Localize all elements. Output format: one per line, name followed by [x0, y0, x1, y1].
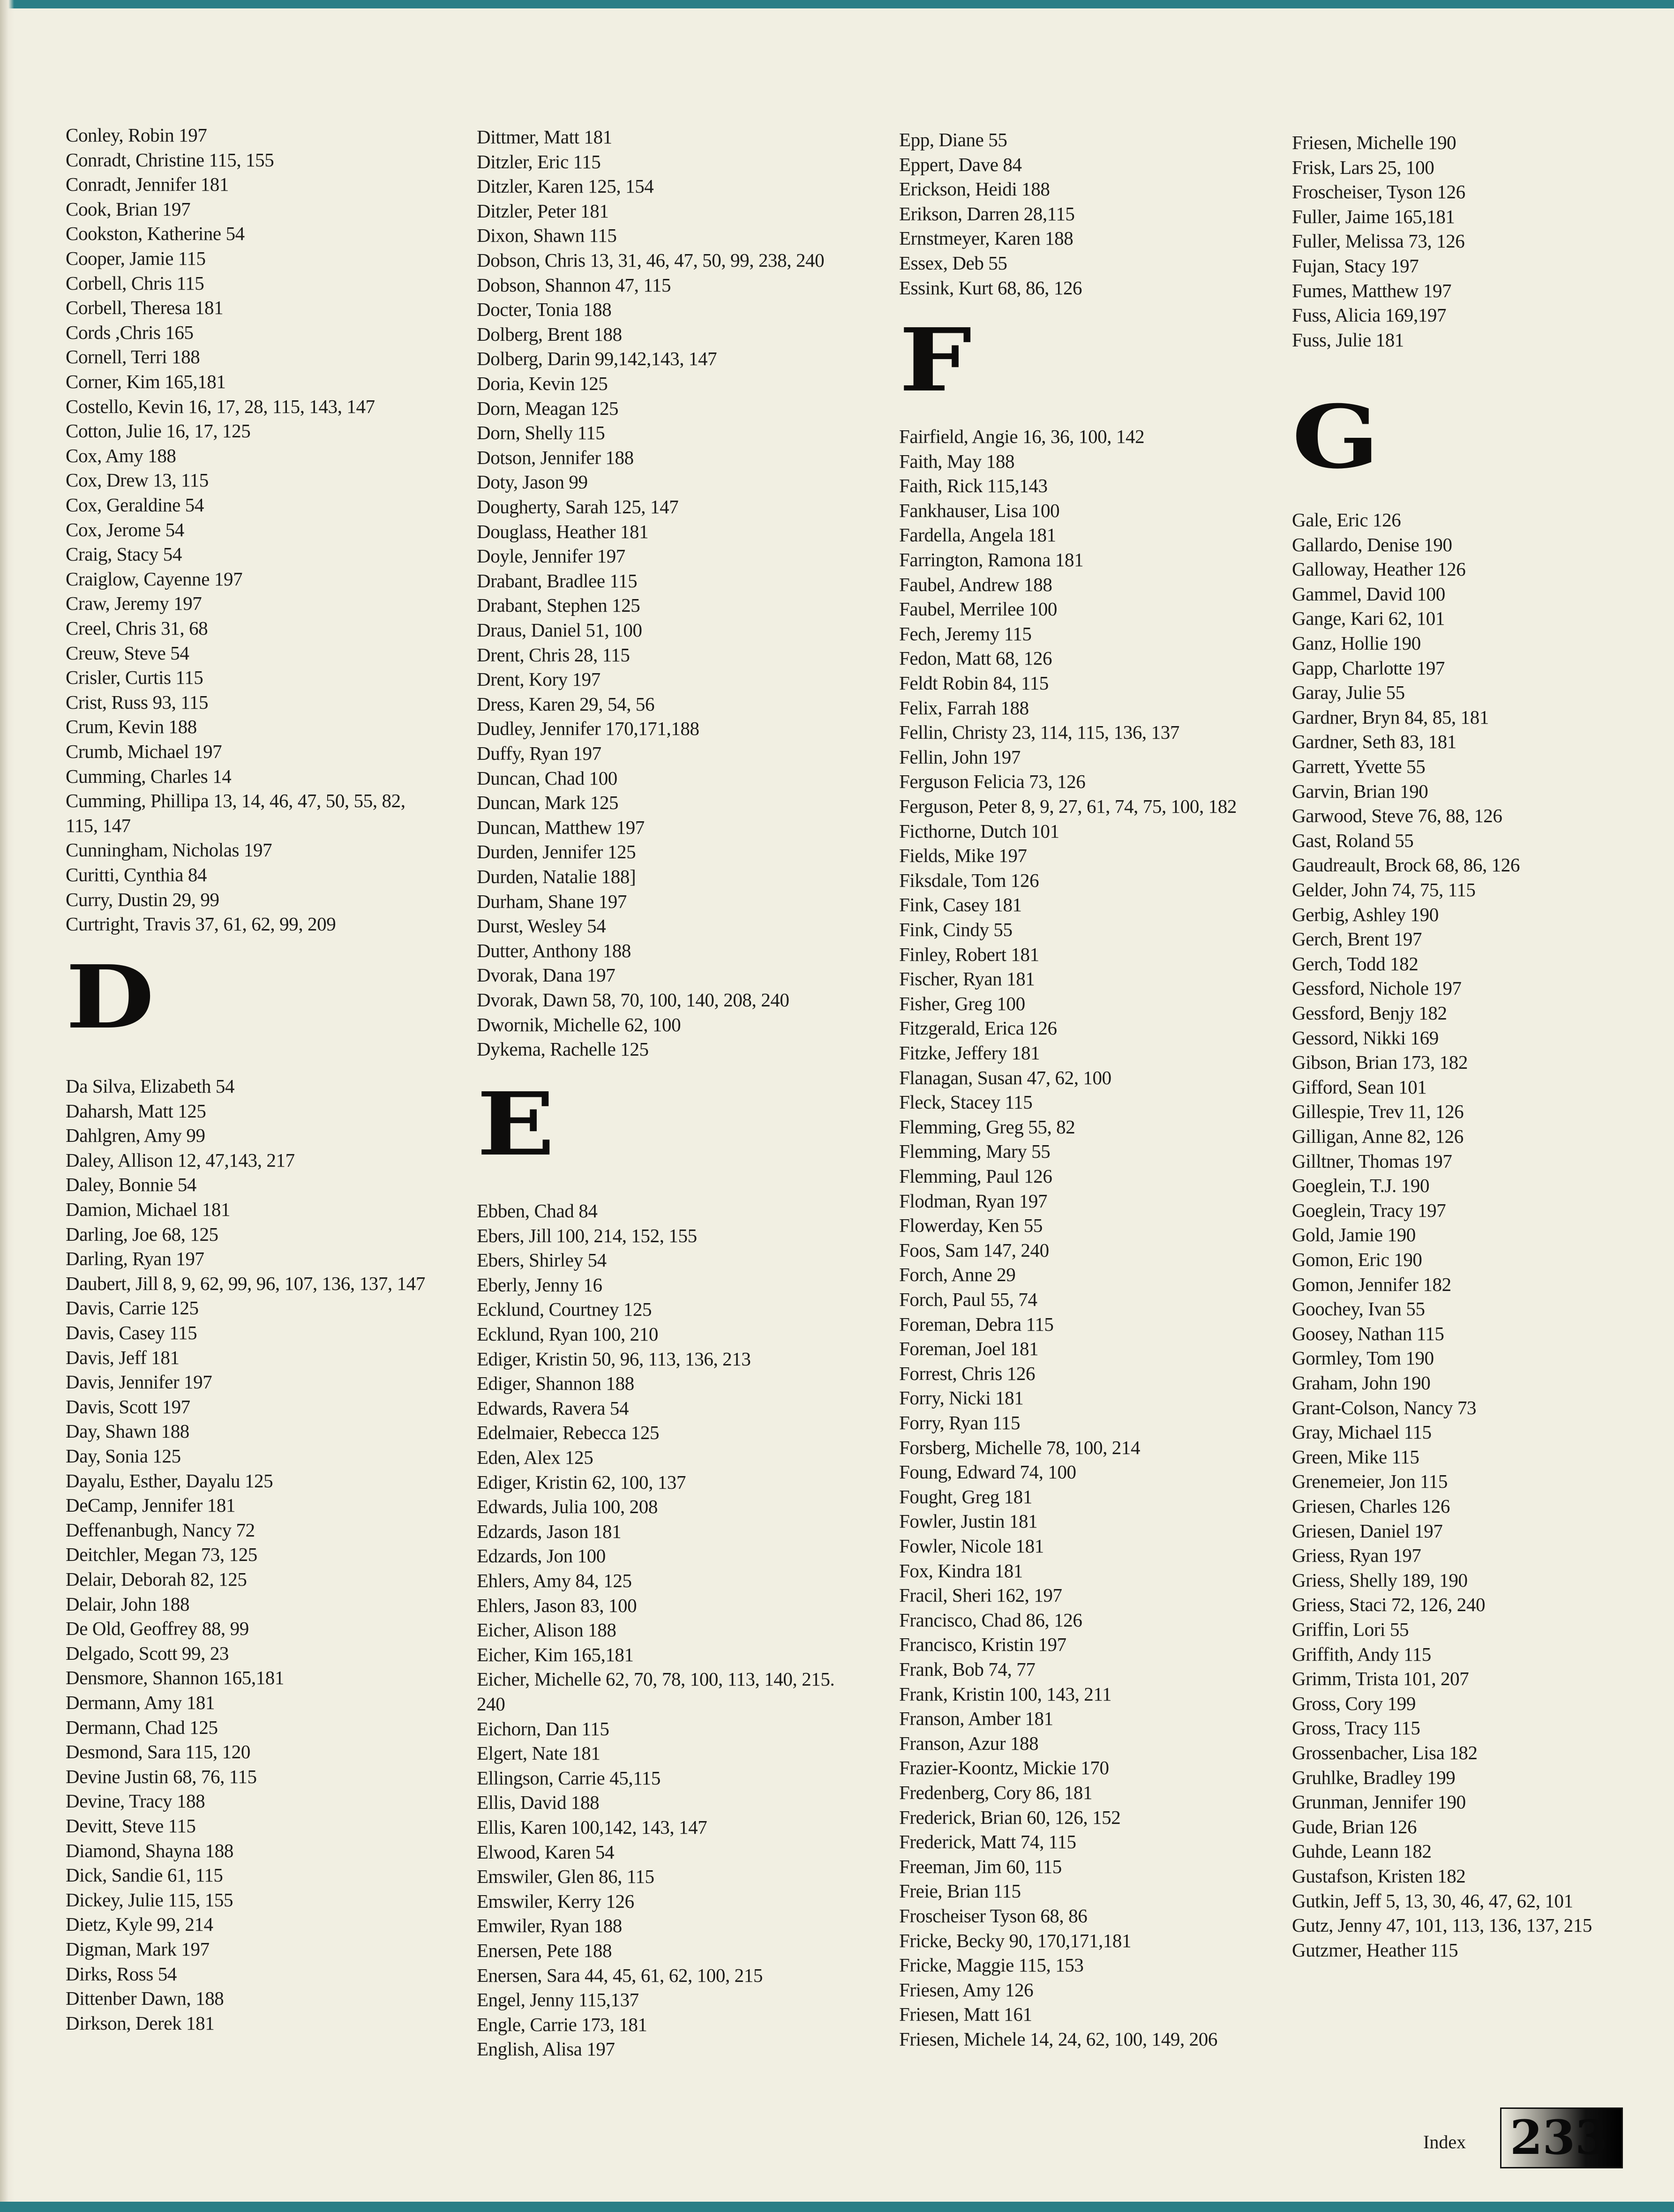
index-entry: Ferguson, Peter 8, 9, 27, 61, 74, 75, 100, 182 — [899, 795, 1237, 817]
index-entry: Flodman, Ryan 197 — [899, 1190, 1048, 1212]
index-entry: Doria, Kevin 125 — [477, 373, 608, 394]
index-entry: Dolberg, Darin 99,142,143, 147 — [477, 348, 717, 370]
index-entry: Ecklund, Ryan 100, 210 — [477, 1323, 658, 1345]
index-entry: Cookston, Katherine 54 — [66, 223, 245, 245]
index-entry: Gerch, Todd 182 — [1292, 952, 1419, 975]
index-entry: Friesen, Michelle 190 — [1292, 132, 1456, 153]
index-entry: Gerch, Brent 197 — [1292, 928, 1422, 950]
index-entry: Gast, Roland 55 — [1292, 829, 1414, 851]
index-entry: Dress, Karen 29, 54, 56 — [477, 693, 655, 715]
index-entry: Fox, Kindra 181 — [899, 1560, 1023, 1582]
index-entry: Flemming, Mary 55 — [899, 1140, 1051, 1162]
index-entry: Fellin, Christy 23, 114, 115, 136, 137 — [899, 721, 1179, 743]
index-entry: Fields, Mike 197 — [899, 845, 1027, 867]
index-entry: Friesen, Amy 126 — [899, 1979, 1034, 2001]
index-entry: Darling, Joe 68, 125 — [66, 1223, 218, 1245]
index-entry: Epp, Diane 55 — [899, 129, 1007, 150]
section-letter-d: D — [66, 946, 155, 1048]
bottom-accent-bar — [0, 2202, 1674, 2212]
index-entry: Dickey, Julie 115, 155 — [66, 1889, 233, 1911]
index-entry: Fedon, Matt 68, 126 — [899, 647, 1052, 669]
index-entry: Digman, Mark 197 — [66, 1938, 210, 1960]
index-entry: Flanagan, Susan 47, 62, 100 — [899, 1066, 1111, 1088]
index-entry: Fitzke, Jeffery 181 — [899, 1042, 1040, 1064]
index-entry: De Old, Geoffrey 88, 99 — [66, 1618, 249, 1640]
index-entry: Draus, Daniel 51, 100 — [477, 619, 642, 641]
index-entry: Cook, Brian 197 — [66, 198, 191, 220]
index-entry: Gallardo, Denise 190 — [1292, 533, 1452, 555]
index-entry: Farrington, Ramona 181 — [899, 549, 1084, 570]
index-entry: Davis, Scott 197 — [66, 1395, 190, 1417]
index-entry: Emswiler, Glen 86, 115 — [477, 1866, 654, 1888]
index-entry: Corbell, Theresa 181 — [66, 297, 224, 319]
index-entry: Edelmaier, Rebecca 125 — [477, 1422, 660, 1444]
index-entry: Foos, Sam 147, 240 — [899, 1239, 1049, 1261]
index-entry: Fischer, Ryan 181 — [899, 968, 1035, 990]
index-entry: Conradt, Christine 115, 155 — [66, 149, 274, 171]
index-entry: Fellin, John 197 — [899, 746, 1021, 768]
index-entry: Gillespie, Trev 11, 126 — [1292, 1101, 1464, 1123]
index-entry: Finley, Robert 181 — [899, 943, 1039, 965]
index-entry: Essex, Deb 55 — [899, 252, 1007, 274]
index-entry: Devine, Tracy 188 — [66, 1790, 205, 1812]
index-entry: Grant-Colson, Nancy 73 — [1292, 1396, 1477, 1418]
index-entry: Cords ,Chris 165 — [66, 321, 194, 343]
index-entry: Frazier-Koontz, Mickie 170 — [899, 1757, 1109, 1779]
index-entry: Davis, Casey 115 — [66, 1322, 197, 1343]
index-entry: Edzards, Jason 181 — [477, 1520, 622, 1542]
index-entry: Devine Justin 68, 76, 115 — [66, 1765, 257, 1787]
index-entry: Gross, Cory 199 — [1292, 1692, 1416, 1714]
index-entry: Goeglein, Tracy 197 — [1292, 1199, 1446, 1221]
index-entry: Gardner, Seth 83, 181 — [1292, 731, 1456, 753]
index-entry: Desmond, Sara 115, 120 — [66, 1741, 250, 1763]
index-entry: Douglass, Heather 181 — [477, 520, 649, 542]
index-entry: Ebers, Shirley 54 — [477, 1249, 607, 1271]
index-entry: Ellis, David 188 — [477, 1792, 600, 1814]
index-entry: Cox, Geraldine 54 — [66, 494, 204, 516]
index-entry: Dirks, Ross 54 — [66, 1963, 177, 1985]
index-entry: Gutz, Jenny 47, 101, 113, 136, 137, 215 — [1292, 1914, 1592, 1936]
index-entry: Dermann, Chad 125 — [66, 1716, 218, 1738]
index-entry: Eicher, Michelle 62, 70, 78, 100, 113, 140, 215. — [477, 1668, 835, 1690]
index-entry: Ebers, Jill 100, 214, 152, 155 — [477, 1224, 697, 1246]
index-entry: Edwards, Ravera 54 — [477, 1397, 629, 1419]
index-entry: Dixon, Shawn 115 — [477, 225, 617, 247]
index-entry: Fumes, Matthew 197 — [1292, 279, 1452, 301]
index-entry: Felix, Farrah 188 — [899, 697, 1029, 719]
index-entry: Graham, John 190 — [1292, 1372, 1431, 1394]
index-entry: Davis, Jeff 181 — [66, 1346, 180, 1368]
index-entry: Ediger, Kristin 62, 100, 137 — [477, 1471, 686, 1493]
index-entry: Feldt Robin 84, 115 — [899, 672, 1049, 694]
page-number: 233 — [1510, 2110, 1608, 2165]
index-entry: Eicher, Kim 165,181 — [477, 1643, 634, 1665]
index-entry: Dayalu, Esther, Dayalu 125 — [66, 1470, 273, 1492]
index-entry: Engel, Jenny 115,137 — [477, 1989, 639, 2011]
index-entry: Forrest, Chris 126 — [899, 1362, 1036, 1384]
index-entry: Essink, Kurt 68, 86, 126 — [899, 277, 1082, 299]
index-entry: Cox, Drew 13, 115 — [66, 469, 209, 491]
index-entry: Gammel, David 100 — [1292, 583, 1445, 605]
index-entry: Durden, Natalie 188] — [477, 866, 636, 887]
index-entry: Freie, Brian 115 — [899, 1880, 1021, 1902]
index-entry: Durham, Shane 197 — [477, 890, 627, 912]
index-entry: Cunningham, Nicholas 197 — [66, 839, 272, 861]
index-entry: Dittenber Dawn, 188 — [66, 1987, 224, 2010]
index-entry: Faith, Rick 115,143 — [899, 475, 1048, 497]
index-entry: Griffith, Andy 115 — [1292, 1643, 1431, 1665]
index-entry: Dahlgren, Amy 99 — [66, 1125, 205, 1147]
index-entry: Frederick, Matt 74, 115 — [899, 1831, 1076, 1853]
index-entry: Faith, May 188 — [899, 450, 1015, 472]
index-entry: 240 — [477, 1693, 505, 1715]
index-entry: Eberly, Jenny 16 — [477, 1274, 602, 1296]
index-entry: Gerbig, Ashley 190 — [1292, 903, 1439, 925]
index-entry: Dietz, Kyle 99, 214 — [66, 1913, 213, 1935]
index-entry: Fracil, Sheri 162, 197 — [899, 1584, 1062, 1606]
index-entry: Edwards, Julia 100, 208 — [477, 1496, 658, 1518]
index-entry: Conley, Robin 197 — [66, 124, 207, 146]
index-entry: Griess, Staci 72, 126, 240 — [1292, 1594, 1486, 1616]
index-entry: Friesen, Michele 14, 24, 62, 100, 149, 206 — [899, 2028, 1217, 2050]
index-entry: Cornell, Terri 188 — [66, 346, 200, 368]
index-entry: Ganz, Hollie 190 — [1292, 632, 1421, 654]
index-entry: DeCamp, Jennifer 181 — [66, 1494, 236, 1516]
index-entry: Ellis, Karen 100,142, 143, 147 — [477, 1816, 707, 1838]
index-entry: Da Silva, Elizabeth 54 — [66, 1075, 235, 1097]
index-entry: Garwood, Steve 76, 88, 126 — [1292, 805, 1502, 827]
index-entry: Fitzgerald, Erica 126 — [899, 1017, 1057, 1039]
index-entry: Cumming, Charles 14 — [66, 765, 232, 787]
index-entry: Dick, Sandie 61, 115 — [66, 1864, 223, 1886]
index-entry: Flemming, Paul 126 — [899, 1165, 1052, 1187]
index-entry: Galloway, Heather 126 — [1292, 558, 1466, 580]
index-entry: Duffy, Ryan 197 — [477, 742, 601, 764]
index-entry: Emwiler, Ryan 188 — [477, 1915, 622, 1937]
index-entry: Friesen, Matt 161 — [899, 2003, 1032, 2025]
index-entry: Frisk, Lars 25, 100 — [1292, 156, 1434, 178]
index-entry: Ehlers, Amy 84, 125 — [477, 1570, 632, 1591]
index-entry: Ferguson Felicia 73, 126 — [899, 771, 1086, 793]
index-entry: Creuw, Steve 54 — [66, 642, 189, 664]
index-entry: Franson, Azur 188 — [899, 1732, 1039, 1754]
index-entry: Gelder, John 74, 75, 115 — [1292, 879, 1476, 900]
index-entry: Ebben, Chad 84 — [477, 1200, 598, 1222]
index-entry: Deffenanbugh, Nancy 72 — [66, 1519, 255, 1541]
index-entry: Day, Shawn 188 — [66, 1420, 189, 1442]
index-entry: Enersen, Pete 188 — [477, 1940, 612, 1961]
index-entry: Dutter, Anthony 188 — [477, 939, 631, 961]
section-letter-e: E — [477, 1073, 555, 1175]
index-entry: Gude, Brian 126 — [1292, 1815, 1417, 1837]
index-entry: Foung, Edward 74, 100 — [899, 1461, 1076, 1483]
index-entry: Griess, Shelly 189, 190 — [1292, 1569, 1468, 1591]
index-entry: Gessford, Benjy 182 — [1292, 1002, 1447, 1024]
index-entry: Cox, Amy 188 — [66, 444, 176, 466]
index-entry: Cotton, Julie 16, 17, 125 — [66, 420, 251, 442]
index-entry: Fuller, Jaime 165,181 — [1292, 205, 1455, 227]
index-entry: Duncan, Chad 100 — [477, 767, 617, 789]
index-entry: Griesen, Charles 126 — [1292, 1495, 1450, 1517]
index-entry: Green, Mike 115 — [1292, 1446, 1419, 1468]
index-entry: Drabant, Stephen 125 — [477, 594, 640, 616]
index-entry: Faubel, Andrew 188 — [899, 573, 1052, 595]
index-entry: Gessord, Nikki 169 — [1292, 1027, 1439, 1049]
index-entry: Deitchler, Megan 73, 125 — [66, 1544, 257, 1566]
index-entry: Gold, Jamie 190 — [1292, 1224, 1416, 1246]
index-entry: Fankhauser, Lisa 100 — [899, 499, 1060, 521]
index-entry: Francisco, Chad 86, 126 — [899, 1609, 1082, 1631]
index-entry: Gomon, Eric 190 — [1292, 1249, 1422, 1270]
index-entry: Ellingson, Carrie 45,115 — [477, 1767, 661, 1789]
index-entry: Curry, Dustin 29, 99 — [66, 888, 219, 910]
index-entry: Griess, Ryan 197 — [1292, 1545, 1421, 1567]
index-entry: Flemming, Greg 55, 82 — [899, 1116, 1075, 1138]
index-entry: Dorn, Shelly 115 — [477, 422, 605, 444]
index-entry: 115, 147 — [66, 814, 131, 836]
index-entry: Fiksdale, Tom 126 — [899, 869, 1039, 891]
index-entry: Dolberg, Brent 188 — [477, 323, 622, 345]
index-entry: Forsberg, Michelle 78, 100, 214 — [899, 1436, 1141, 1458]
index-entry: Goeglein, T.J. 190 — [1292, 1175, 1430, 1197]
index-entry: Dobson, Chris 13, 31, 46, 47, 50, 99, 238, 240 — [477, 249, 825, 271]
index-entry: Foreman, Joel 181 — [899, 1338, 1039, 1360]
index-entry: Dorn, Meagan 125 — [477, 397, 619, 419]
index-entry: Fricke, Becky 90, 170,171,181 — [899, 1929, 1132, 1951]
section-letter-g: G — [1292, 386, 1380, 488]
index-entry: Gustafson, Kristen 182 — [1292, 1865, 1466, 1887]
page-number-box — [1500, 2107, 1623, 2168]
index-entry: Ehlers, Jason 83, 100 — [477, 1594, 637, 1616]
index-entry: Fujan, Stacy 197 — [1292, 255, 1419, 277]
index-entry: Darling, Ryan 197 — [66, 1248, 204, 1270]
index-entry: Davis, Carrie 125 — [66, 1297, 199, 1319]
index-entry: Freeman, Jim 60, 115 — [899, 1855, 1062, 1877]
index-entry: Ditzler, Peter 181 — [477, 200, 609, 222]
index-entry: Gilligan, Anne 82, 126 — [1292, 1125, 1464, 1147]
index-entry: Gomon, Jennifer 182 — [1292, 1273, 1451, 1295]
index-entry: Garay, Julie 55 — [1292, 682, 1405, 704]
index-entry: Craw, Jeremy 197 — [66, 592, 202, 615]
index-entry: Forch, Paul 55, 74 — [899, 1289, 1037, 1310]
page-binding-shadow — [0, 0, 14, 2212]
index-entry: Gruhlke, Bradley 199 — [1292, 1766, 1456, 1788]
index-entry: Gutzmer, Heather 115 — [1292, 1939, 1458, 1961]
index-entry: Fink, Cindy 55 — [899, 919, 1013, 940]
index-entry: Gessford, Nichole 197 — [1292, 977, 1462, 999]
top-accent-bar — [0, 0, 1674, 8]
index-entry: Ficthorne, Dutch 101 — [899, 820, 1059, 842]
index-entry: Elgert, Nate 181 — [477, 1742, 601, 1764]
index-entry: Devitt, Steve 115 — [66, 1815, 196, 1837]
index-entry: Gross, Tracy 115 — [1292, 1717, 1420, 1739]
index-entry: Garrett, Yvette 55 — [1292, 756, 1426, 777]
index-entry: Doyle, Jennifer 197 — [477, 545, 625, 567]
index-entry: Fuss, Julie 181 — [1292, 329, 1404, 351]
index-entry: Conradt, Jennifer 181 — [66, 173, 229, 195]
index-entry: Guhde, Leann 182 — [1292, 1840, 1432, 1862]
index-entry: Forry, Nicki 181 — [899, 1387, 1024, 1409]
index-entry: Dudley, Jennifer 170,171,188 — [477, 718, 699, 740]
index-entry: Gutkin, Jeff 5, 13, 30, 46, 47, 62, 101 — [1292, 1890, 1573, 1912]
index-entry: Fisher, Greg 100 — [899, 992, 1025, 1014]
footer-index-label: Index — [1423, 2131, 1466, 2152]
index-entry: Fech, Jeremy 115 — [899, 622, 1032, 645]
index-entry: Fairfield, Angie 16, 36, 100, 142 — [899, 426, 1145, 447]
index-entry: Dobson, Shannon 47, 115 — [477, 274, 671, 296]
index-entry: Duncan, Mark 125 — [477, 792, 619, 814]
index-entry: Docter, Tonia 188 — [477, 299, 612, 321]
index-entry: Gilltner, Thomas 197 — [1292, 1150, 1452, 1172]
index-entry: Eden, Alex 125 — [477, 1447, 593, 1468]
index-entry: Gifford, Sean 101 — [1292, 1076, 1427, 1098]
index-entry: Crum, Kevin 188 — [66, 716, 197, 738]
index-entry: Fuss, Alicia 169,197 — [1292, 304, 1447, 326]
index-entry: Delgado, Scott 99, 23 — [66, 1642, 229, 1664]
index-entry: Enersen, Sara 44, 45, 61, 62, 100, 215 — [477, 1964, 763, 1986]
index-entry: Crist, Russ 93, 115 — [66, 691, 209, 713]
index-entry: Faubel, Merrilee 100 — [899, 598, 1057, 620]
index-entry: Goochey, Ivan 55 — [1292, 1298, 1425, 1320]
index-entry: Gardner, Bryn 84, 85, 181 — [1292, 706, 1489, 728]
index-entry: Daubert, Jill 8, 9, 62, 99, 96, 107, 136, 137, 147 — [66, 1272, 425, 1294]
index-entry: Gibson, Brian 173, 182 — [1292, 1051, 1468, 1073]
index-entry: Ditzler, Karen 125, 154 — [477, 175, 654, 197]
index-entry: Fredenberg, Cory 86, 181 — [899, 1782, 1093, 1803]
index-entry: Dittmer, Matt 181 — [477, 126, 612, 148]
index-entry: Froscheiser, Tyson 126 — [1292, 181, 1465, 203]
index-entry: Eichorn, Dan 115 — [477, 1717, 609, 1740]
index-entry: Frederick, Brian 60, 126, 152 — [899, 1806, 1121, 1828]
index-entry: Corner, Kim 165,181 — [66, 371, 226, 392]
index-entry: Creel, Chris 31, 68 — [66, 617, 208, 639]
index-entry: Francisco, Kristin 197 — [899, 1634, 1066, 1656]
index-entry: Costello, Kevin 16, 17, 28, 115, 143, 147 — [66, 395, 375, 417]
index-entry: Foreman, Debra 115 — [899, 1313, 1054, 1335]
index-entry: Ditzler, Eric 115 — [477, 150, 601, 172]
index-entry: Forry, Ryan 115 — [899, 1412, 1021, 1433]
index-entry: Corbell, Chris 115 — [66, 272, 204, 294]
index-entry: Fleck, Stacey 115 — [899, 1091, 1033, 1113]
index-entry: Curitti, Cynthia 84 — [66, 864, 207, 885]
index-entry: Crisler, Curtis 115 — [66, 667, 203, 689]
index-entry: Eicher, Alison 188 — [477, 1619, 616, 1641]
index-entry: Dykema, Rachelle 125 — [477, 1038, 649, 1060]
index-entry: Delair, Deborah 82, 125 — [66, 1568, 247, 1590]
index-entry: Dvorak, Dana 197 — [477, 964, 616, 986]
index-entry: Craiglow, Cayenne 197 — [66, 568, 243, 590]
index-entry: Flowerday, Ken 55 — [899, 1215, 1043, 1237]
index-entry: Durden, Jennifer 125 — [477, 841, 636, 863]
index-entry: Drent, Kory 197 — [477, 668, 601, 690]
index-entry: Ediger, Shannon 188 — [477, 1372, 634, 1395]
index-entry: Erickson, Heidi 188 — [899, 178, 1050, 200]
index-entry: Densmore, Shannon 165,181 — [66, 1667, 285, 1689]
index-entry: Dirkson, Derek 181 — [66, 2012, 215, 2034]
index-entry: Ecklund, Courtney 125 — [477, 1298, 652, 1320]
index-entry: Elwood, Karen 54 — [477, 1841, 615, 1863]
index-entry: Fowler, Nicole 181 — [899, 1535, 1044, 1557]
index-entry: Fuller, Melissa 73, 126 — [1292, 230, 1465, 252]
index-entry: Daley, Allison 12, 47,143, 217 — [66, 1149, 295, 1171]
index-entry: Duncan, Matthew 197 — [477, 816, 645, 838]
index-entry: Cox, Jerome 54 — [66, 518, 184, 540]
index-entry: Forch, Anne 29 — [899, 1264, 1016, 1286]
index-entry: Crumb, Michael 197 — [66, 741, 222, 762]
index-entry: Durst, Wesley 54 — [477, 915, 606, 937]
index-entry: Griffin, Lori 55 — [1292, 1619, 1409, 1640]
section-letter-f: F — [899, 309, 972, 411]
index-entry: Grunman, Jennifer 190 — [1292, 1791, 1466, 1813]
index-entry: Goosey, Nathan 115 — [1292, 1322, 1444, 1344]
index-entry: Gray, Michael 115 — [1292, 1421, 1432, 1443]
index-entry: Fink, Casey 181 — [899, 894, 1022, 916]
index-entry: Day, Sonia 125 — [66, 1445, 181, 1467]
index-entry: Dvorak, Dawn 58, 70, 100, 140, 208, 240 — [477, 989, 789, 1011]
index-entry: Dwornik, Michelle 62, 100 — [477, 1013, 681, 1035]
index-entry: Gale, Eric 126 — [1292, 509, 1401, 531]
index-entry: Frank, Kristin 100, 143, 211 — [899, 1683, 1112, 1705]
index-entry: Davis, Jennifer 197 — [66, 1371, 212, 1393]
index-entry: Fowler, Justin 181 — [899, 1510, 1038, 1532]
index-entry: Frank, Bob 74, 77 — [899, 1658, 1036, 1680]
index-entry: Ediger, Kristin 50, 96, 113, 136, 213 — [477, 1348, 751, 1370]
index-entry: Fricke, Maggie 115, 153 — [899, 1954, 1084, 1976]
index-entry: Garvin, Brian 190 — [1292, 780, 1428, 802]
index-entry: Diamond, Shayna 188 — [66, 1839, 233, 1861]
index-entry: Fardella, Angela 181 — [899, 524, 1056, 546]
index-entry: Cumming, Phillipa 13, 14, 46, 47, 50, 55, 82, — [66, 790, 405, 812]
index-entry: Dotson, Jennifer 188 — [477, 446, 634, 468]
index-entry: Damion, Michael 181 — [66, 1199, 231, 1220]
index-entry: Delair, John 188 — [66, 1593, 190, 1615]
index-entry: Gaudreault, Brock 68, 86, 126 — [1292, 854, 1520, 876]
index-entry: Fought, Greg 181 — [899, 1485, 1033, 1507]
index-entry: Doty, Jason 99 — [477, 471, 588, 493]
index-entry: Griesen, Daniel 197 — [1292, 1520, 1443, 1542]
index-entry: Froscheiser Tyson 68, 86 — [899, 1905, 1088, 1927]
index-entry: Franson, Amber 181 — [899, 1708, 1053, 1730]
index-entry: Erikson, Darren 28,115 — [899, 202, 1075, 225]
index-entry: Cooper, Jamie 115 — [66, 247, 206, 269]
index-entry: Gapp, Charlotte 197 — [1292, 657, 1445, 679]
index-entry: Dermann, Amy 181 — [66, 1692, 215, 1713]
index-entry: Dougherty, Sarah 125, 147 — [477, 496, 679, 517]
index-entry: Grenemeier, Jon 115 — [1292, 1470, 1448, 1492]
index-entry: Daharsh, Matt 125 — [66, 1100, 206, 1122]
index-entry: Drent, Chris 28, 115 — [477, 644, 630, 666]
index-entry: Eppert, Dave 84 — [899, 153, 1022, 175]
index-entry: Drabant, Bradlee 115 — [477, 570, 638, 592]
index-entry: Craig, Stacy 54 — [66, 543, 182, 565]
index-entry: Grossenbacher, Lisa 182 — [1292, 1742, 1478, 1763]
index-entry: Gormley, Tom 190 — [1292, 1347, 1434, 1369]
index-entry: English, Alisa 197 — [477, 2038, 615, 2060]
index-entry: Ernstmeyer, Karen 188 — [899, 227, 1073, 249]
index-entry: Emswiler, Kerry 126 — [477, 1890, 634, 1912]
index-entry: Engle, Carrie 173, 181 — [477, 2013, 647, 2035]
index-entry: Edzards, Jon 100 — [477, 1545, 606, 1567]
index-entry: Gange, Kari 62, 101 — [1292, 607, 1445, 630]
index-entry: Grimm, Trista 101, 207 — [1292, 1668, 1469, 1690]
index-entry: Daley, Bonnie 54 — [66, 1174, 197, 1196]
index-entry: Curtright, Travis 37, 61, 62, 99, 209 — [66, 913, 336, 935]
